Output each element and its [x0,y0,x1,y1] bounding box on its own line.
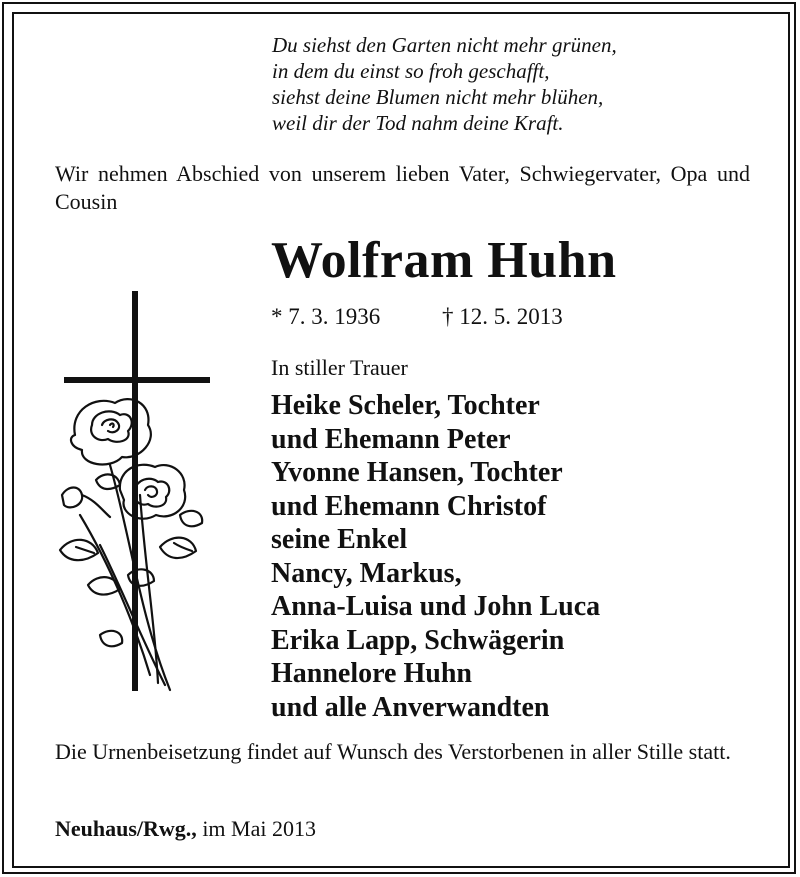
mourner-line: Nancy, Markus, [271,557,462,589]
mourner-line: Heike Scheler, Tochter [271,390,540,421]
burial-notice: Die Urnenbeisetzung findet auf Wunsch des Verstorbenen in aller Stille statt. [55,739,731,764]
death-date: † 12. 5. 2013 [442,304,563,329]
poem-line: weil dir der Tod nahm deine Kraft. [272,111,564,135]
birth-date: * 7. 3. 1936 [271,304,381,329]
mourner-line: und Ehemann Peter [271,423,511,455]
mourner-line: und Ehemann Christof [271,490,547,522]
mourning-label: In stiller Trauer [271,355,408,380]
mourner-line: Hannelore Huhn [271,658,472,689]
mourner-line: und alle Anverwandten [271,691,550,723]
mourner-line: Yvonne Hansen, Tochter [271,457,563,488]
notice-date: im Mai 2013 [202,816,316,841]
place-name: Neuhaus/Rwg., [55,816,197,841]
poem-line: siehst deine Blumen nicht mehr blühen, [272,85,604,109]
deceased-name: Wolfram Huhn [271,232,617,289]
poem-line: in dem du einst so froh geschafft, [272,59,550,83]
life-dates [271,302,563,332]
mourner-line: Anna-Luisa und John Luca [271,591,601,622]
intro-text: Wir nehmen Abschied von unserem lieben Vater, Schwiegervater, Opa und Cousin [55,161,750,214]
mourner-line: Erika Lapp, Schwägerin [271,624,565,656]
poem [272,32,742,136]
mourners-list [271,389,751,724]
mourner-line: seine Enkel [271,524,408,555]
place-date-line [55,815,316,843]
poem-line: Du siehst den Garten nicht mehr grünen, [272,33,617,57]
cross-with-roses-icon [40,285,230,705]
